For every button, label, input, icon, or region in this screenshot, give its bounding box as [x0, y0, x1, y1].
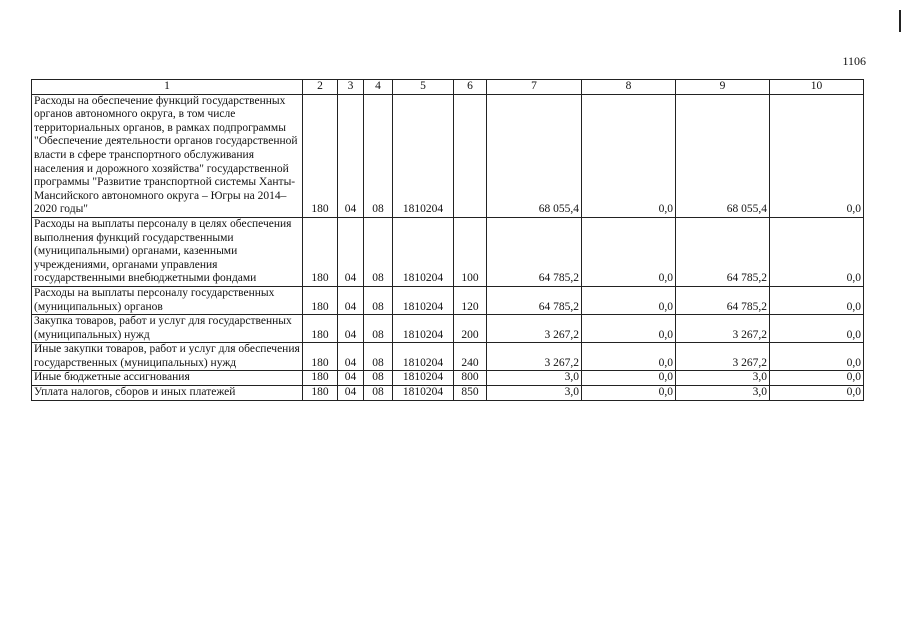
- column-header: 8: [582, 80, 676, 95]
- cell-amount-own: 68 055,4: [676, 94, 770, 217]
- header-row: [32, 80, 864, 95]
- table-row: [32, 94, 864, 217]
- cell-section: 04: [338, 217, 364, 286]
- cell-ministry: 180: [303, 94, 338, 217]
- cell-section: 04: [338, 371, 364, 386]
- cell-subsection: 08: [364, 286, 393, 314]
- cell-amount-total: 68 055,4: [487, 94, 582, 217]
- row-description: Закупка товаров, работ и услуг для государственных (муниципальных) нужд: [32, 315, 303, 343]
- cell-amount-subventions: 0,0: [582, 343, 676, 371]
- cell-expense-type: 100: [454, 217, 487, 286]
- cell-section: 04: [338, 386, 364, 401]
- cell-subsection: 08: [364, 315, 393, 343]
- cell-amount-subventions: 0,0: [582, 386, 676, 401]
- column-header: 4: [364, 80, 393, 95]
- cell-subsection: 08: [364, 94, 393, 217]
- cell-amount-total: 64 785,2: [487, 217, 582, 286]
- cell-amount-own: 3,0: [676, 371, 770, 386]
- cell-section: 04: [338, 315, 364, 343]
- row-description: Расходы на обеспечение функций государственных органов автономного округа, в том числе территориальных органов, в рамках подпрограммы "Обеспечение деятельности органов государственной власти в сфере транспортного обслуживания населения и дорожного хозяйства" государственной программы "Развитие транспортной системы Ханты-Мансийского автономного округа – Югры на 2014–2020 годы": [32, 94, 303, 217]
- budget-table: [31, 79, 864, 401]
- cell-amount-subventions: 0,0: [582, 94, 676, 217]
- cell-target-article: 1810204: [393, 386, 454, 401]
- row-description: Иные закупки товаров, работ и услуг для обеспечения государственных (муниципальных) нужд: [32, 343, 303, 371]
- cell-target-article: 1810204: [393, 217, 454, 286]
- cell-amount-subventions: 0,0: [582, 315, 676, 343]
- table-row: [32, 343, 864, 371]
- cell-amount-subventions: 0,0: [582, 217, 676, 286]
- cell-subsection: 08: [364, 371, 393, 386]
- cell-target-article: 1810204: [393, 315, 454, 343]
- cell-amount-total: 3 267,2: [487, 315, 582, 343]
- table-row: [32, 286, 864, 314]
- table-row: [32, 386, 864, 401]
- row-description: Иные бюджетные ассигнования: [32, 371, 303, 386]
- cell-amount-subventions: 0,0: [582, 371, 676, 386]
- table-body: [32, 94, 864, 400]
- cell-target-article: 1810204: [393, 343, 454, 371]
- cell-amount-own: 64 785,2: [676, 286, 770, 314]
- cell-subsection: 08: [364, 343, 393, 371]
- cell-expense-type: 120: [454, 286, 487, 314]
- column-header: 2: [303, 80, 338, 95]
- cell-section: 04: [338, 286, 364, 314]
- cell-ministry: 180: [303, 217, 338, 286]
- column-header: 5: [393, 80, 454, 95]
- cell-amount-own: 3 267,2: [676, 315, 770, 343]
- cell-expense-type: 240: [454, 343, 487, 371]
- column-header: 7: [487, 80, 582, 95]
- cell-amount-other: 0,0: [770, 386, 864, 401]
- column-header: 10: [770, 80, 864, 95]
- row-description: Расходы на выплаты персоналу в целях обеспечения выполнения функций государственными (муниципальными) органами, казенными учреждениями, органами управления государственными внебюджетными фондами: [32, 217, 303, 286]
- cell-expense-type: [454, 94, 487, 217]
- cell-section: 04: [338, 343, 364, 371]
- column-header: 1: [32, 80, 303, 95]
- column-header: 6: [454, 80, 487, 95]
- cell-section: 04: [338, 94, 364, 217]
- cell-amount-total: 64 785,2: [487, 286, 582, 314]
- column-header: 3: [338, 80, 364, 95]
- cell-amount-other: 0,0: [770, 286, 864, 314]
- cell-amount-other: 0,0: [770, 94, 864, 217]
- cell-expense-type: 800: [454, 371, 487, 386]
- page-number: 1106: [842, 54, 866, 68]
- cell-amount-other: 0,0: [770, 315, 864, 343]
- table-row: [32, 371, 864, 386]
- cell-amount-other: 0,0: [770, 217, 864, 286]
- cell-ministry: 180: [303, 343, 338, 371]
- cell-amount-subventions: 0,0: [582, 286, 676, 314]
- row-description: Уплата налогов, сборов и иных платежей: [32, 386, 303, 401]
- cell-amount-other: 0,0: [770, 371, 864, 386]
- cell-ministry: 180: [303, 286, 338, 314]
- cell-ministry: 180: [303, 386, 338, 401]
- cell-amount-own: 3 267,2: [676, 343, 770, 371]
- cell-amount-total: 3,0: [487, 371, 582, 386]
- cell-amount-total: 3 267,2: [487, 343, 582, 371]
- cell-target-article: 1810204: [393, 371, 454, 386]
- cell-ministry: 180: [303, 315, 338, 343]
- cell-subsection: 08: [364, 217, 393, 286]
- cell-ministry: 180: [303, 371, 338, 386]
- column-header: 9: [676, 80, 770, 95]
- cell-subsection: 08: [364, 386, 393, 401]
- cell-amount-other: 0,0: [770, 343, 864, 371]
- table-row: [32, 315, 864, 343]
- margin-mark: [899, 10, 901, 32]
- cell-expense-type: 200: [454, 315, 487, 343]
- cell-amount-own: 3,0: [676, 386, 770, 401]
- table-row: [32, 217, 864, 286]
- cell-amount-total: 3,0: [487, 386, 582, 401]
- cell-target-article: 1810204: [393, 94, 454, 217]
- cell-expense-type: 850: [454, 386, 487, 401]
- cell-target-article: 1810204: [393, 286, 454, 314]
- row-description: Расходы на выплаты персоналу государственных (муниципальных) органов: [32, 286, 303, 314]
- cell-amount-own: 64 785,2: [676, 217, 770, 286]
